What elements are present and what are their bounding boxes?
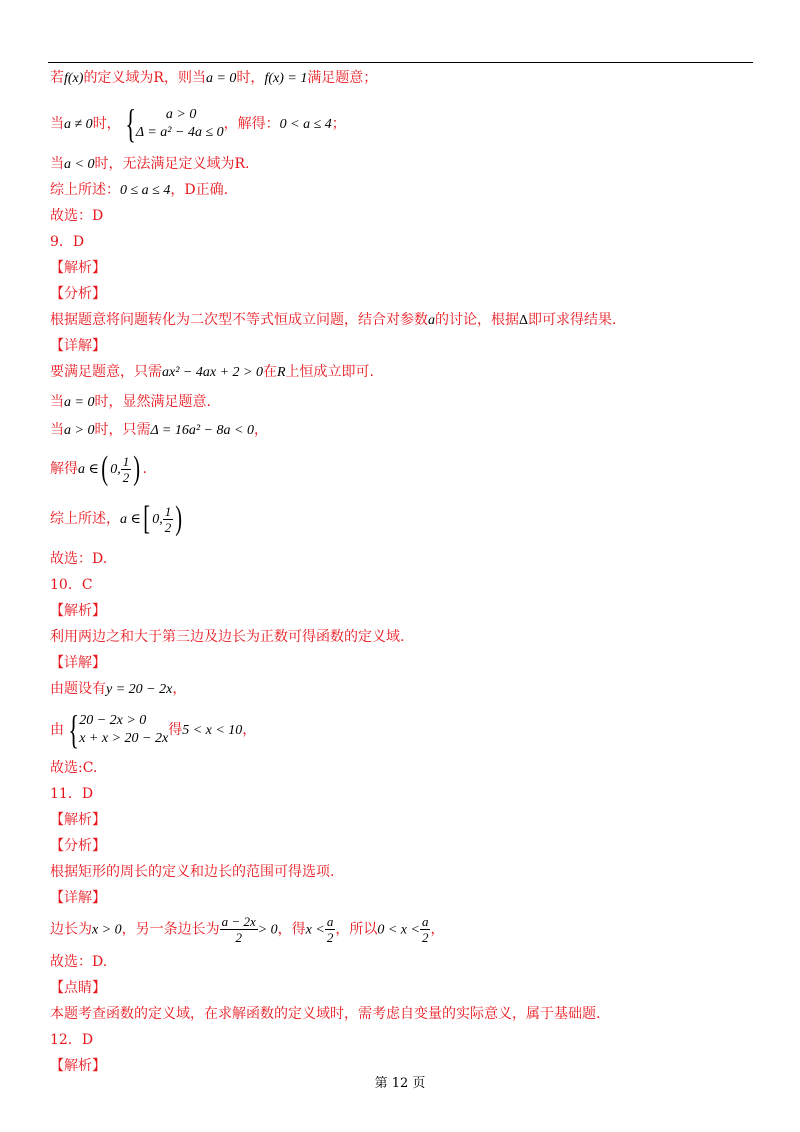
section-label: 【解析】 [50,603,106,619]
text-line: 综上所述：0 ≤ a ≤ 4，D正确. [50,182,229,198]
question-number: 12．D [50,1032,94,1048]
math-expr: a ≠ 0 [64,117,93,132]
math-expr: a < 0 [64,157,95,172]
math-expr: a = 0 [205,71,237,86]
question-number: 9．D [50,234,85,250]
fraction: $\frac{a}{2}$ [421,914,429,945]
math-expr: a ∈ [78,462,99,477]
math-expr: 5 < x < 10 [182,723,243,738]
equation-system: a > 0 Δ = a² − 4a ≤ 0 [135,107,224,140]
math-expr: Δ = 16a² − 8a < 0 [150,423,254,438]
question-number: 10．C [50,577,93,593]
text-line: 要满足题意，只需ax² − 4ax + 2 > 0在R上恒成立即可. [50,364,374,380]
text-line: 当a < 0时，无法满足定义域为R. [50,156,250,172]
fraction: $\frac{a - 2x}{2}$ [221,914,256,945]
math-expr: R [276,365,286,380]
section-label: 【解析】 [50,812,106,828]
question-number: 11．D [50,786,94,802]
text-line: 边长为x > 0，另一条边长为 $\frac{a - 2x}{2}$ > 0，得x < $\frac{a}{2}$ ，所以0 < x < $\frac{a}{2}$ ， [50,914,445,945]
section-label: 【解析】 [50,260,106,276]
page-number: 第 12 页 [374,1076,426,1091]
text-line: 当a > 0时，只需Δ = 16a² − 8a < 0， [50,422,268,438]
text-line: 当a ≠ 0时， { a > 0 Δ = a² − 4a ≤ 0 ，解得：0 < a ≤ 4； [50,101,346,146]
section-label: 【详解】 [50,338,106,354]
equation-system: 20 − 2x > 0 x + x > 20 − 2x [79,713,169,746]
text-line: 故选：D. [50,954,108,970]
math-expr: 0 < a ≤ 4 [279,117,332,132]
math-expr: Δ [519,313,529,328]
math-expr: ax² − 4ax + 2 > 0 [162,365,263,380]
math-expr: a ∈ [120,512,141,527]
section-label: 【详解】 [50,655,106,671]
text-line: 利用两边之和大于第三边及边长为正数可得函数的定义域. [50,629,405,645]
section-label: 【点睛】 [50,980,106,996]
section-label: 【详解】 [50,890,106,906]
text-line: 解得a ∈( 0, $\frac{1}{2}$ ) . [50,450,147,487]
text-line: 本题考查函数的定义域，在求解函数的定义域时，需考虑自变量的实际意义，属于基础题. [50,1006,601,1022]
fraction: $\frac{a}{2}$ [326,914,334,945]
text-line: 故选：D. [50,551,108,567]
text-line: 由题设有y = 20 − 2x， [50,681,187,697]
math-expr: f(x) = 1 [264,71,308,86]
text-line: 若f(x)的定义域为R，则当a = 0时，f(x) = 1满足题意； [50,70,378,86]
text-line: 由 { 20 − 2x > 0 x + x > 20 − 2x 得5 < x < 10， [50,707,257,752]
section-label: 【分析】 [50,838,106,854]
math-expr: a [428,313,435,328]
math-expr: 0 ≤ a ≤ 4 [120,183,171,198]
text-line: 根据题意将问题转化为二次型不等式恒成立问题，结合对参数a的讨论，根据Δ即可求得结果. [50,312,617,328]
fraction: $\frac{1}{2}$ [122,453,130,485]
text-line: 综上所述，a ∈[ 0, $\frac{1}{2}$ ) [50,500,183,537]
text-line: 故选：D [50,208,104,224]
math-expr: y = 20 − 2x [106,682,173,697]
header-rule [48,62,753,63]
fraction: $\frac{1}{2}$ [164,503,172,535]
text-line: 根据矩形的周长的定义和边长的范围可得选项. [50,864,335,880]
math-expr: x > 0 [92,922,122,938]
section-label: 【分析】 [50,286,106,302]
math-expr: f(x) [64,71,84,86]
math-expr: a > 0 [64,423,95,438]
brace: { [125,101,136,146]
text-line: 当a = 0时，显然满足题意. [50,394,211,410]
text-line: 故选:C. [50,760,98,776]
math-expr: a = 0 [64,395,95,410]
brace: { [68,707,79,752]
section-label: 【解析】 [50,1058,106,1074]
